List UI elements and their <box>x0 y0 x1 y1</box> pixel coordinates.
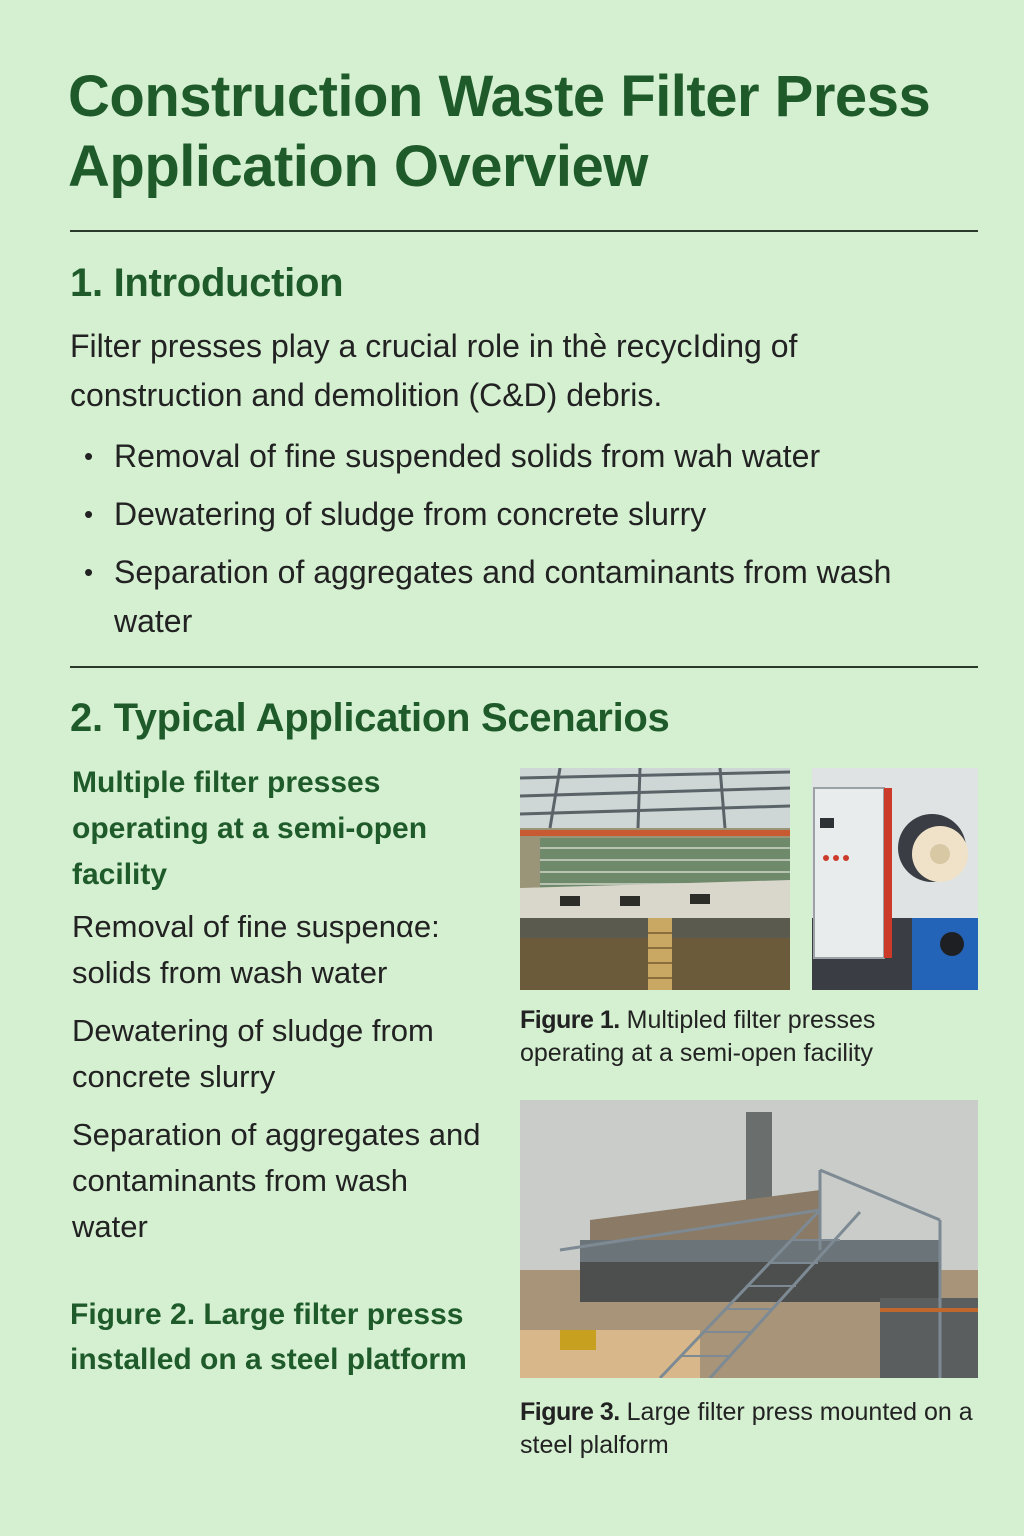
bullet-icon: • <box>84 499 94 529</box>
introduction-paragraph: Filter presses play a crucial role in thè recycIding of construction and demolition (C&D) debris. <box>70 328 798 413</box>
list-item: Separation of aggregates and contaminants from wash water <box>72 1117 481 1244</box>
introduction-bullet-list <box>84 432 964 655</box>
figure-1-label: Figure 1. <box>520 1006 620 1034</box>
figure-3-text: Large filter press mounted on a steel plalform <box>520 1398 973 1459</box>
list-item: Dewatering of sludge from concrete slurry <box>72 1013 434 1094</box>
list-item: Removal of fine suspenαe: solids from wash water <box>72 909 440 990</box>
list-item <box>84 432 964 481</box>
bullet-text: Removal of fine suspended solids from wah water <box>114 438 821 474</box>
section-introduction-heading: 1. Introduction <box>70 261 344 305</box>
divider-middle <box>70 666 978 668</box>
figure-1-caption <box>520 1004 976 1070</box>
figure-3-label: Figure 3. <box>520 1398 620 1426</box>
figure-1-facility-photo <box>520 768 790 990</box>
figure-1-control-cabinet-photo <box>812 768 978 990</box>
list-item <box>84 548 964 646</box>
section-scenarios-heading: 2. Typical Application Scenarios <box>70 696 670 740</box>
bullet-icon: • <box>84 441 94 471</box>
figure-2-caption: Figure 2. Large filter presss installed on a steel platform <box>70 1298 467 1376</box>
figure-3-platform-photo <box>520 1100 978 1378</box>
scenario-subheading: Multiple filter presses operating at a semi-open facility <box>72 766 428 891</box>
figure-1-text: Multipled filter presses operating at a semi-open facility <box>520 1006 876 1067</box>
page-title: Construction Waste Filter Press Application Overview <box>68 64 931 199</box>
bullet-text: Dewatering of sludge from concrete slurry <box>114 496 707 532</box>
bullet-text: Separation of aggregates and contaminants from wash water <box>114 554 892 639</box>
bullet-icon: • <box>84 557 94 587</box>
list-item <box>84 490 964 539</box>
figure-3-caption <box>520 1396 976 1462</box>
scenario-item-list <box>72 904 492 1262</box>
divider-top <box>70 230 978 232</box>
